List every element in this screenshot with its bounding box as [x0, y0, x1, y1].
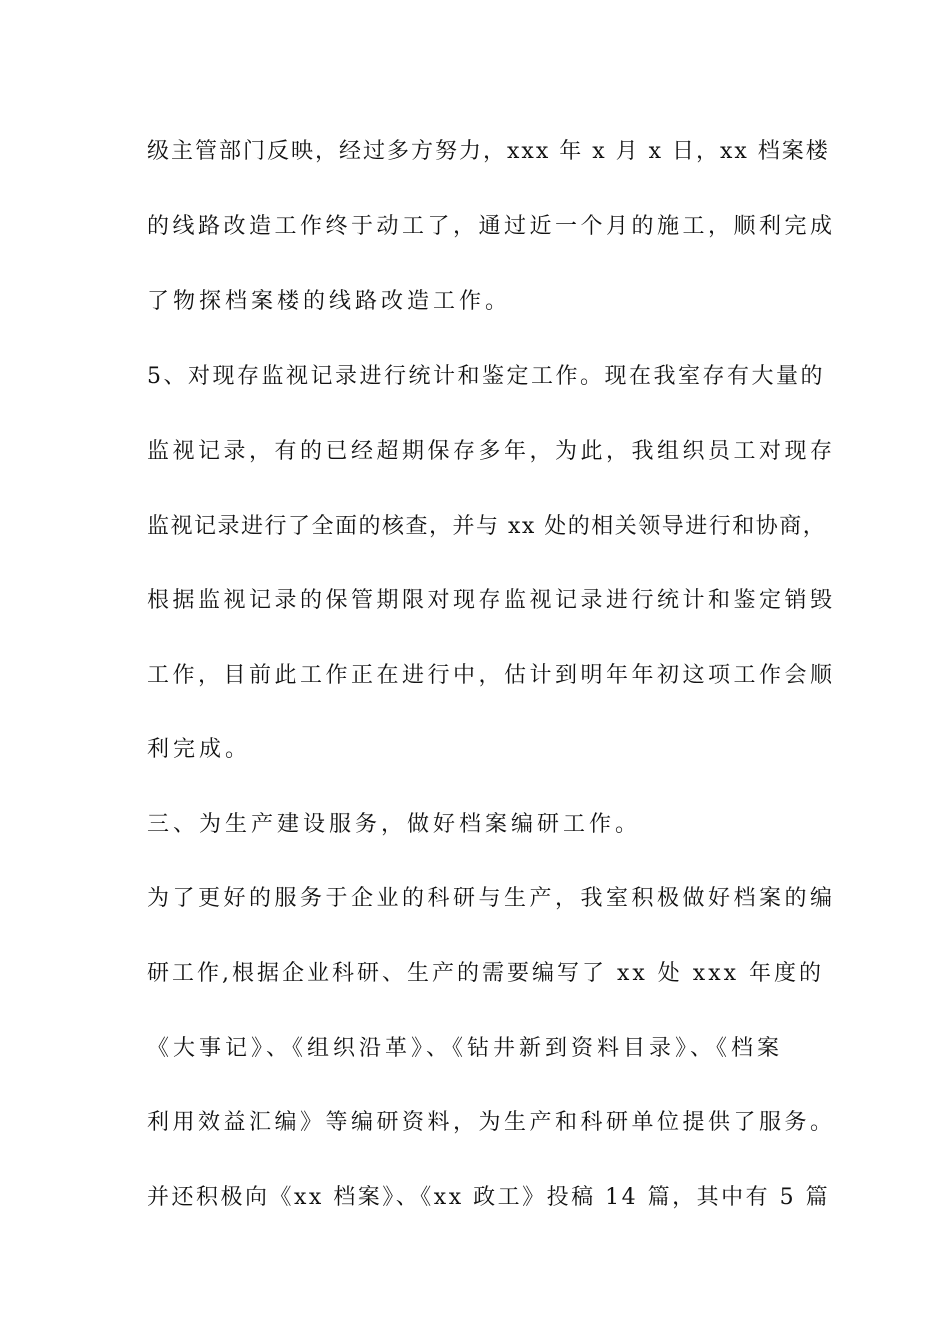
text-line: 监视记录进行了全面的核查，并与 xx 处的相关领导进行和协商，	[147, 514, 827, 539]
text-line: 并还积极向《xx 档案》、《xx 政工》投稿 14 篇，其中有 5 篇	[147, 1185, 831, 1210]
text-line: 利完成。	[147, 737, 252, 762]
text-line: 利用效益汇编》等编研资料，为生产和科研单位提供了服务。	[147, 1110, 836, 1135]
text-line: 为了更好的服务于企业的科研与生产，我室积极做好档案的编	[147, 886, 836, 911]
text-line: 级主管部门反映，经过多方努力，xxx 年 x 月 x 日，xx 档案楼	[147, 139, 830, 164]
text-line: 工作，目前此工作正在进行中，估计到明年年初这项工作会顺	[147, 663, 836, 688]
section-heading: 三、为生产建设服务，做好档案编研工作。	[147, 812, 642, 837]
text-line: 根据监视记录的保管期限对现存监视记录进行统计和鉴定销毁	[147, 588, 836, 613]
text-line: 了物探档案楼的线路改造工作。	[147, 289, 512, 314]
text-line: 《大事记》、《组织沿革》、《钻井新到资料目录》、《档案	[147, 1036, 784, 1061]
text-line: 监视记录，有的已经超期保存多年，为此，我组织员工对现存	[147, 439, 836, 464]
text-line: 的线路改造工作终于动工了，通过近一个月的施工，顺利完成	[147, 214, 836, 239]
text-line: 5、对现存监视记录进行统计和鉴定工作。现在我室存有大量的	[147, 364, 825, 389]
text-line: 研工作,根据企业科研、生产的需要编写了 xx 处 xxx 年度的	[147, 961, 825, 986]
